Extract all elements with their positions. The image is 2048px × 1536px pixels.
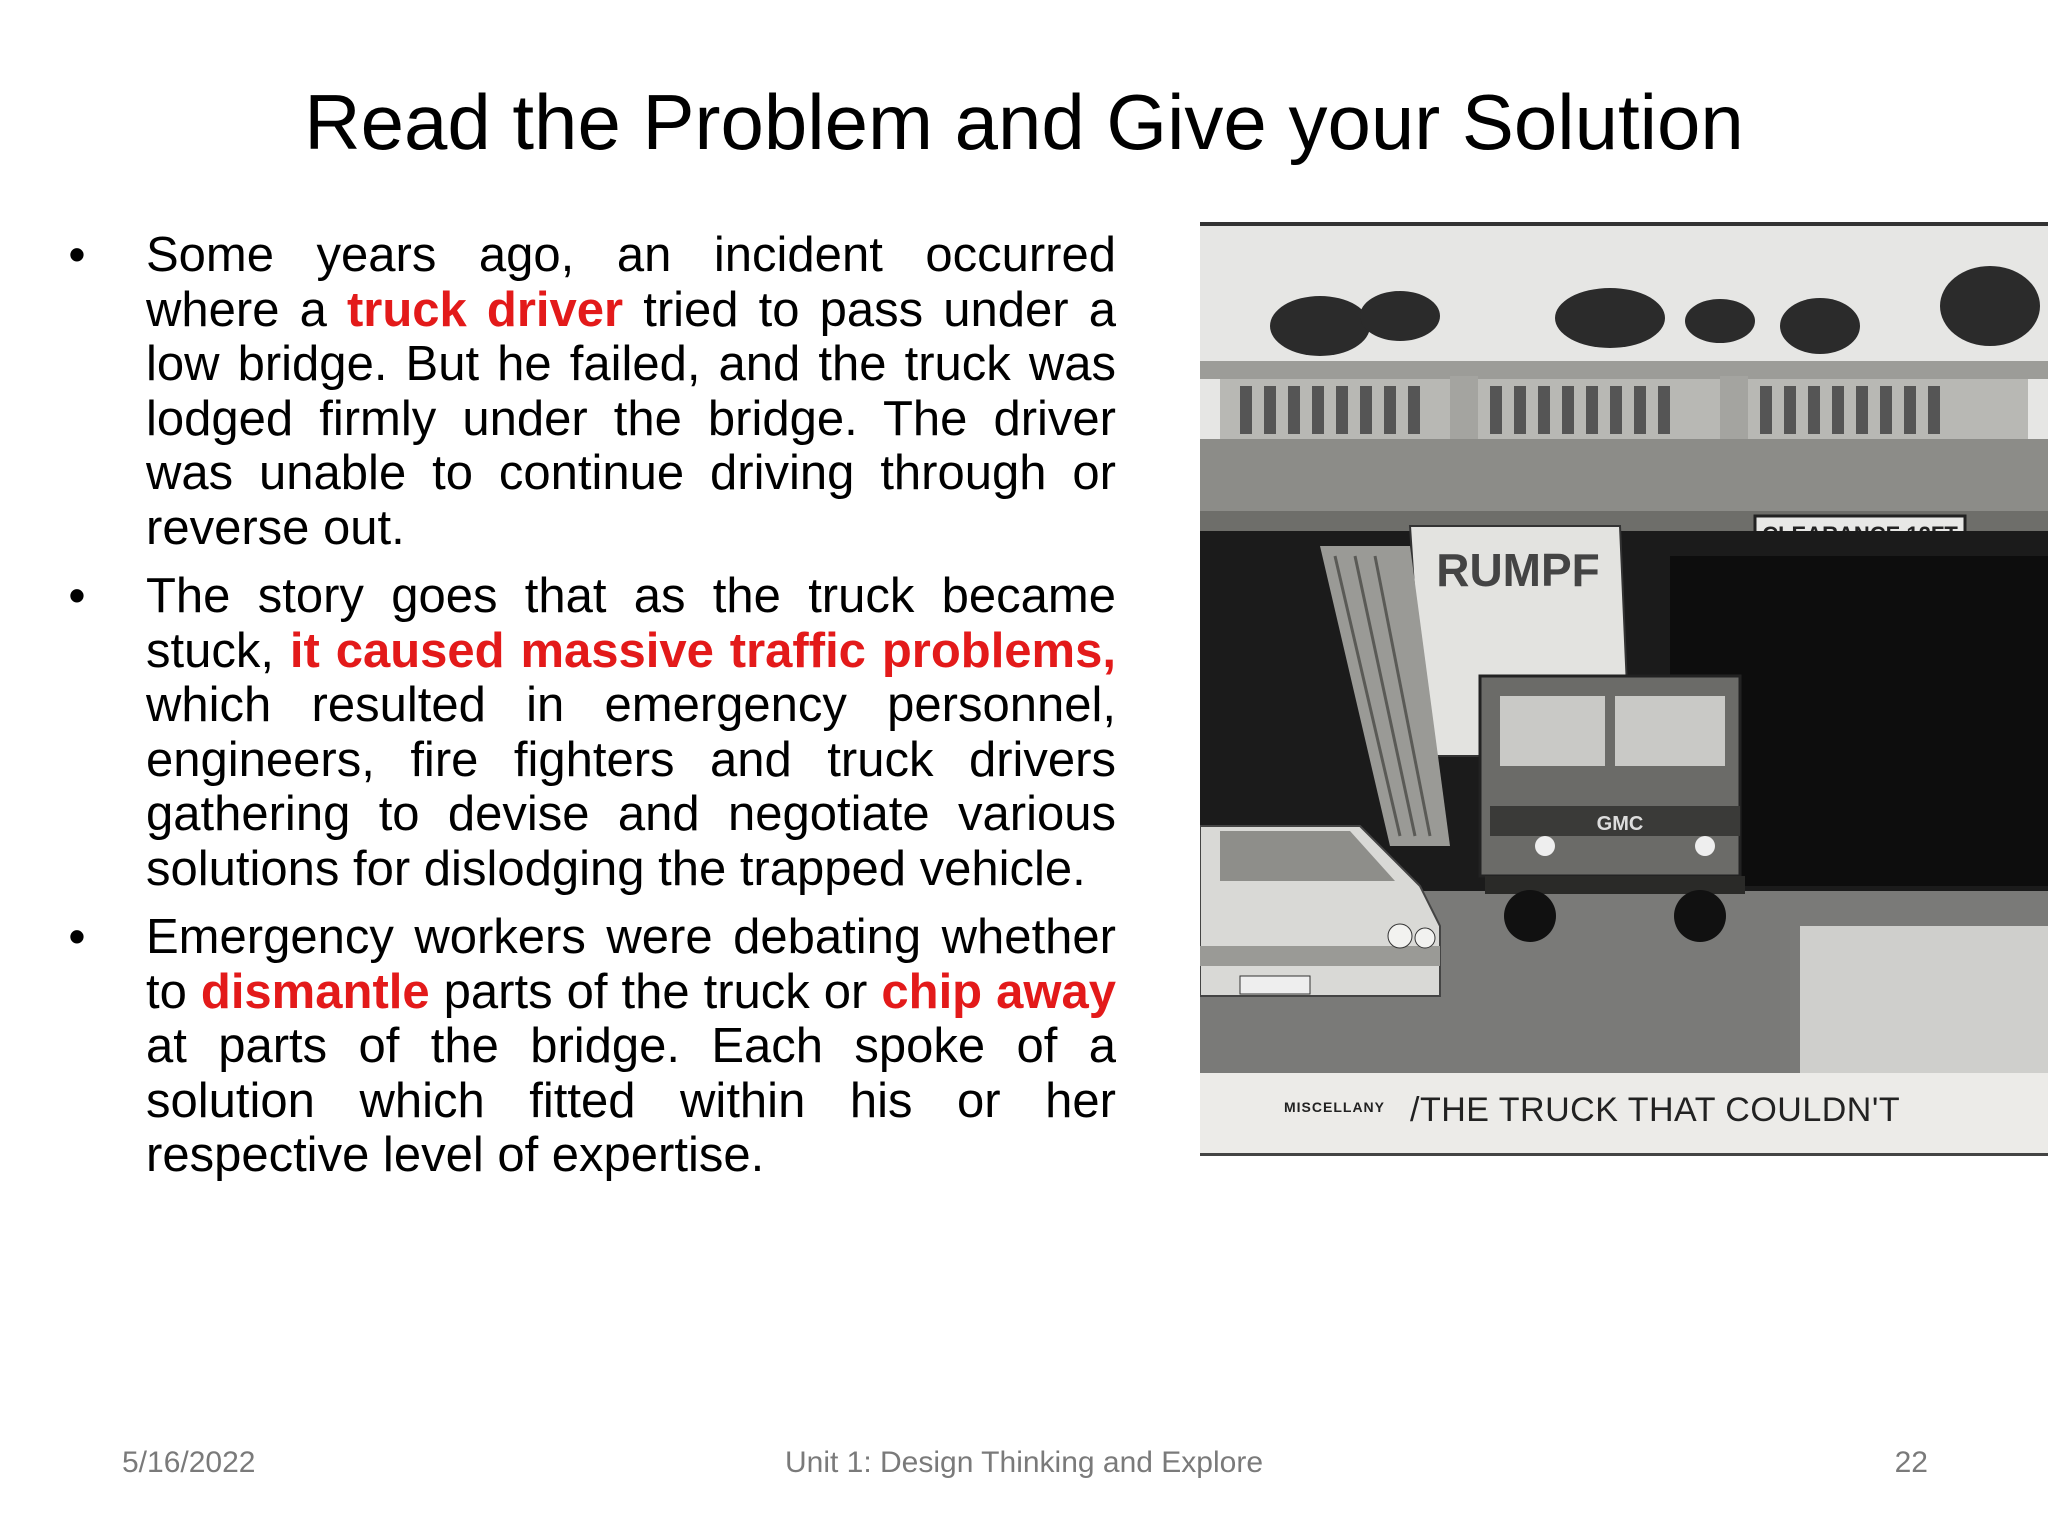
- bullet-item: [62, 228, 1116, 555]
- bullet-marker: •: [68, 569, 86, 623]
- bullet-text-segment: which resulted in emergency personnel, engineers, fire fighters and truck drivers gathering to devise and negotiate various solutions for dislodging the trapped vehicle.: [146, 678, 1116, 896]
- highlighted-phrase: dismantle: [200, 964, 430, 1019]
- bullet-text-segment: parts of the truck or: [429, 964, 882, 1019]
- bullet-list: [62, 228, 1116, 1197]
- bullet-marker: •: [68, 228, 86, 282]
- bullet-text-segment: Emergency workers were debating whether to: [146, 910, 1116, 1019]
- photo-illustration: [1200, 226, 2048, 1076]
- photo-caption-bar: [1200, 1073, 2048, 1156]
- highlighted-phrase: truck driver: [346, 282, 624, 337]
- bullet-text-segment: The story goes that as the truck became stuck,: [146, 569, 1116, 678]
- slide-number: 22: [1894, 1446, 1928, 1479]
- highlighted-phrase: it caused massive traffic problems,: [289, 623, 1116, 678]
- footer-title: Unit 1: Design Thinking and Explore: [784, 1446, 1264, 1479]
- bullet-text-segment: Some years ago, an incident occurred where a: [146, 228, 1116, 337]
- truck-box-text: RUMPF: [1436, 544, 1600, 596]
- bullet-item: [62, 569, 1116, 896]
- footer-date: 5/16/2022: [122, 1446, 256, 1479]
- caption-title: /THE TRUCK THAT COULDN'T: [1410, 1091, 1901, 1129]
- bullet-text-segment: tried to pass under a low bridge. But he failed, and the truck was lodged firmly under the bridge. The driver was unable to continue driving through or reverse out.: [146, 282, 1116, 555]
- bullet-marker: •: [68, 910, 86, 964]
- bullet-item: [62, 910, 1116, 1183]
- bullet-text-segment: at parts of the bridge. Each spoke of a solution which fitted within his or her respective level of expertise.: [146, 1019, 1116, 1182]
- highlighted-phrase: chip away: [881, 964, 1117, 1019]
- slide-title: Read the Problem and Give your Solution: [304, 78, 1744, 166]
- grille-text: GMC: [1596, 813, 1644, 835]
- caption-section-label: MISCELLANY: [1284, 1099, 1385, 1115]
- truck-under-bridge-photo: [1200, 222, 2048, 1156]
